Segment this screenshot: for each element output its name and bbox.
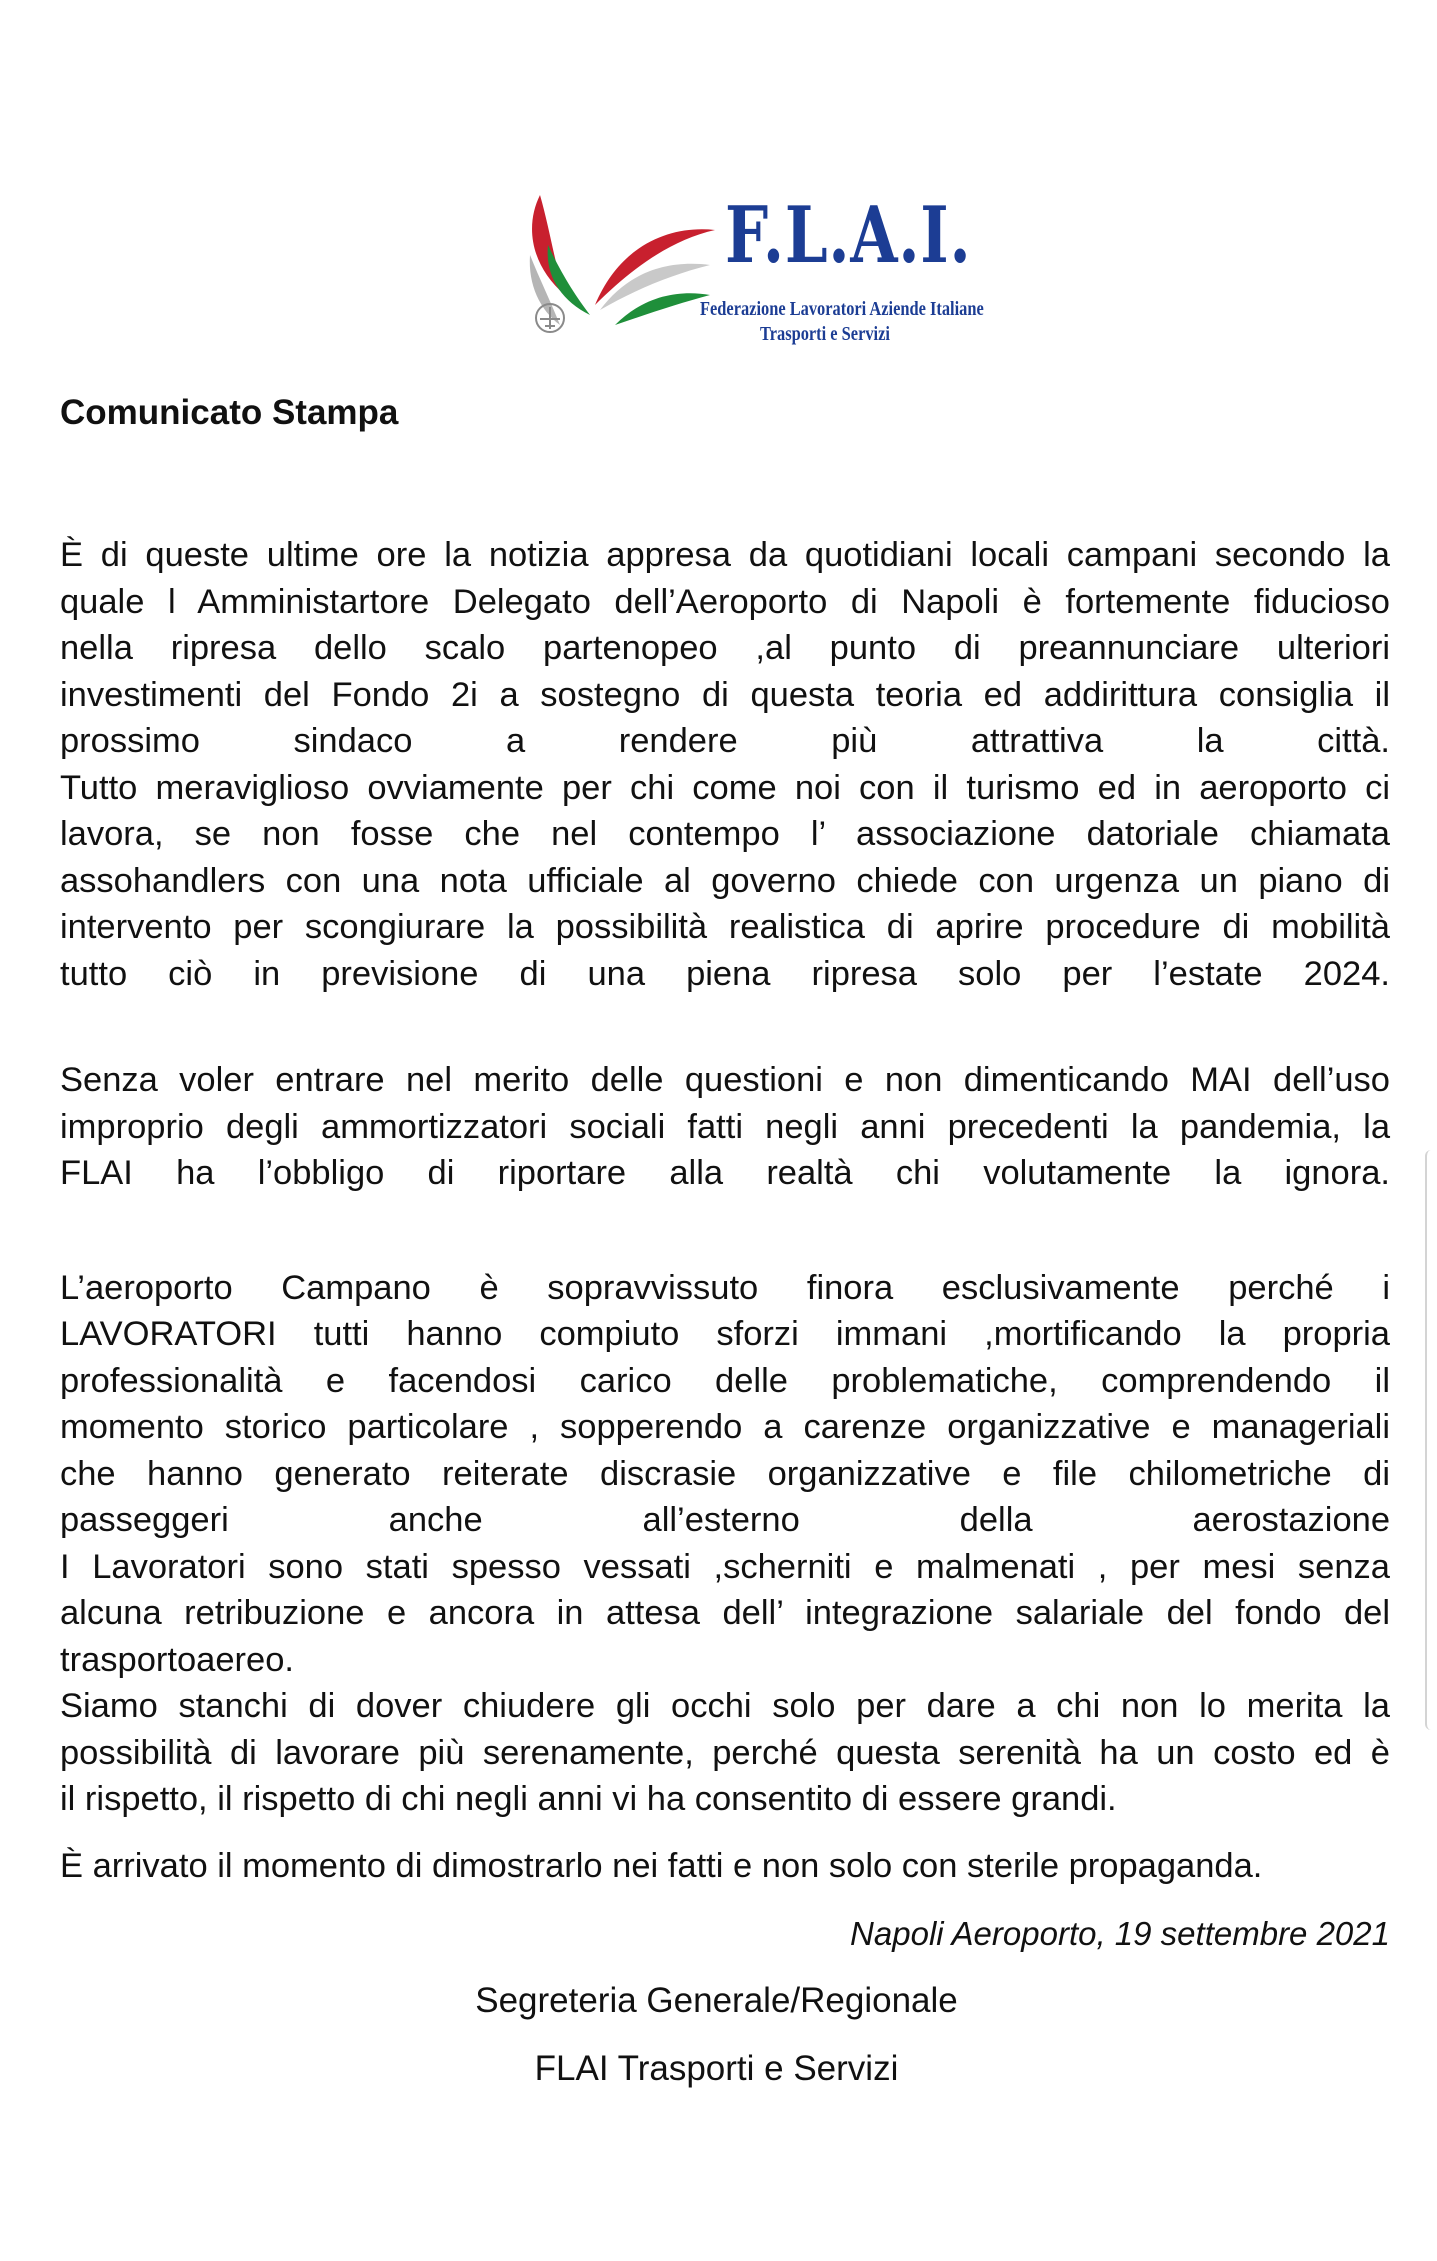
text-line: investimenti del Fondo 2i a sostegno di questa teoria ed addirittura consiglia il [60,675,1390,714]
signature-line-2: FLAI Trasporti e Servizi [534,2049,899,2088]
text-line: quale l Amministartore Delegato dell’Aeroporto di Napoli è fortemente fiducioso [60,582,1390,621]
paragraph-1 [60,532,1390,997]
signature-line-1: Segreteria Generale/Regionale [475,1981,958,2020]
logo-subtitle-line2: Trasporti e Servizi [760,323,890,345]
text-line: prossimo sindaco a rendere più attrattiva la città. [60,722,1390,760]
text-line: lavora, se non fosse che nel contempo l’ associazione datoriale chiamata [60,815,1390,853]
scrollbar[interactable] [1425,1150,1437,1730]
paragraph-2 [60,1057,1390,1197]
text-line: LAVORATORI tutti hanno compiuto sforzi immani ,mortificando la propria [60,1315,1390,1353]
text-line: momento storico particolare , sopperendo a carenze organizzative e manageriali [60,1408,1390,1446]
flai-logo [520,185,984,355]
logo-subtitle-line1: Federazione Lavoratori Aziende Italiane [700,298,984,320]
text-line: È di queste ultime ore la notizia appresa da quotidiani locali campani secondo la [60,536,1390,574]
paragraph-4 [60,1843,1390,1890]
text-line: Tutto meraviglioso ovviamente per chi come noi con il turismo ed in aeroporto ci [60,768,1390,807]
text-line: È arrivato il momento di dimostrarlo nei fatti e non solo con sterile propaganda. [60,1846,1263,1885]
text-line: alcuna retribuzione e ancora in attesa dell’ integrazione salariale del fondo del [60,1594,1390,1632]
text-line: trasportoaereo. [60,1640,294,1679]
text-line: assohandlers con una nota ufficiale al governo chiede con urgenza un piano di [60,861,1390,900]
text-line: I Lavoratori sono stati spesso vessati ,scherniti e malmenati , per mesi senza [60,1547,1390,1586]
text-line: professionalità e facendosi carico delle problematiche, comprendendo il [60,1361,1390,1400]
text-line: il rispetto, il rispetto di chi negli anni vi ha consentito di essere grandi. [60,1780,1117,1818]
text-line: possibilità di lavorare più serenamente, perché questa serenità ha un costo ed è [60,1733,1390,1772]
text-line: passeggeri anche all’esterno della aerostazione [60,1501,1390,1539]
text-line: che hanno generato reiterate discrasie organizzative e file chilometriche di [60,1454,1390,1493]
text-line: Senza voler entrare nel merito delle questioni e non dimenticando MAI dell’uso [60,1061,1390,1099]
logo-title: F.L.A.I. [725,190,972,281]
document-body [60,532,1390,1889]
text-line: L’aeroporto Campano è sopravvissuto finora esclusivamente perché i [60,1268,1390,1307]
text-line: FLAI ha l’obbligo di riportare alla realtà chi volutamente la ignora. [60,1154,1390,1192]
text-line: nella ripresa dello scalo partenopeo ,al punto di preannunciare ulteriori [60,629,1390,667]
butterfly-plane-icon [520,185,720,355]
text-line: tutto ciò in previsione di una piena ripresa solo per l’estate 2024. [60,954,1390,993]
document-heading: Comunicato Stampa [60,393,399,432]
text-line: improprio degli ammortizzatori sociali fatti negli anni precedenti la pandemia, la [60,1107,1390,1146]
text-line: intervento per scongiurare la possibilità realistica di aprire procedure di mobilità [60,908,1390,946]
text-line: Siamo stanchi di dover chiudere gli occhi solo per dare a chi non lo merita la [60,1687,1390,1725]
paragraph-3 [60,1265,1390,1823]
date-line: Napoli Aeroporto, 19 settembre 2021 [850,1915,1390,1952]
